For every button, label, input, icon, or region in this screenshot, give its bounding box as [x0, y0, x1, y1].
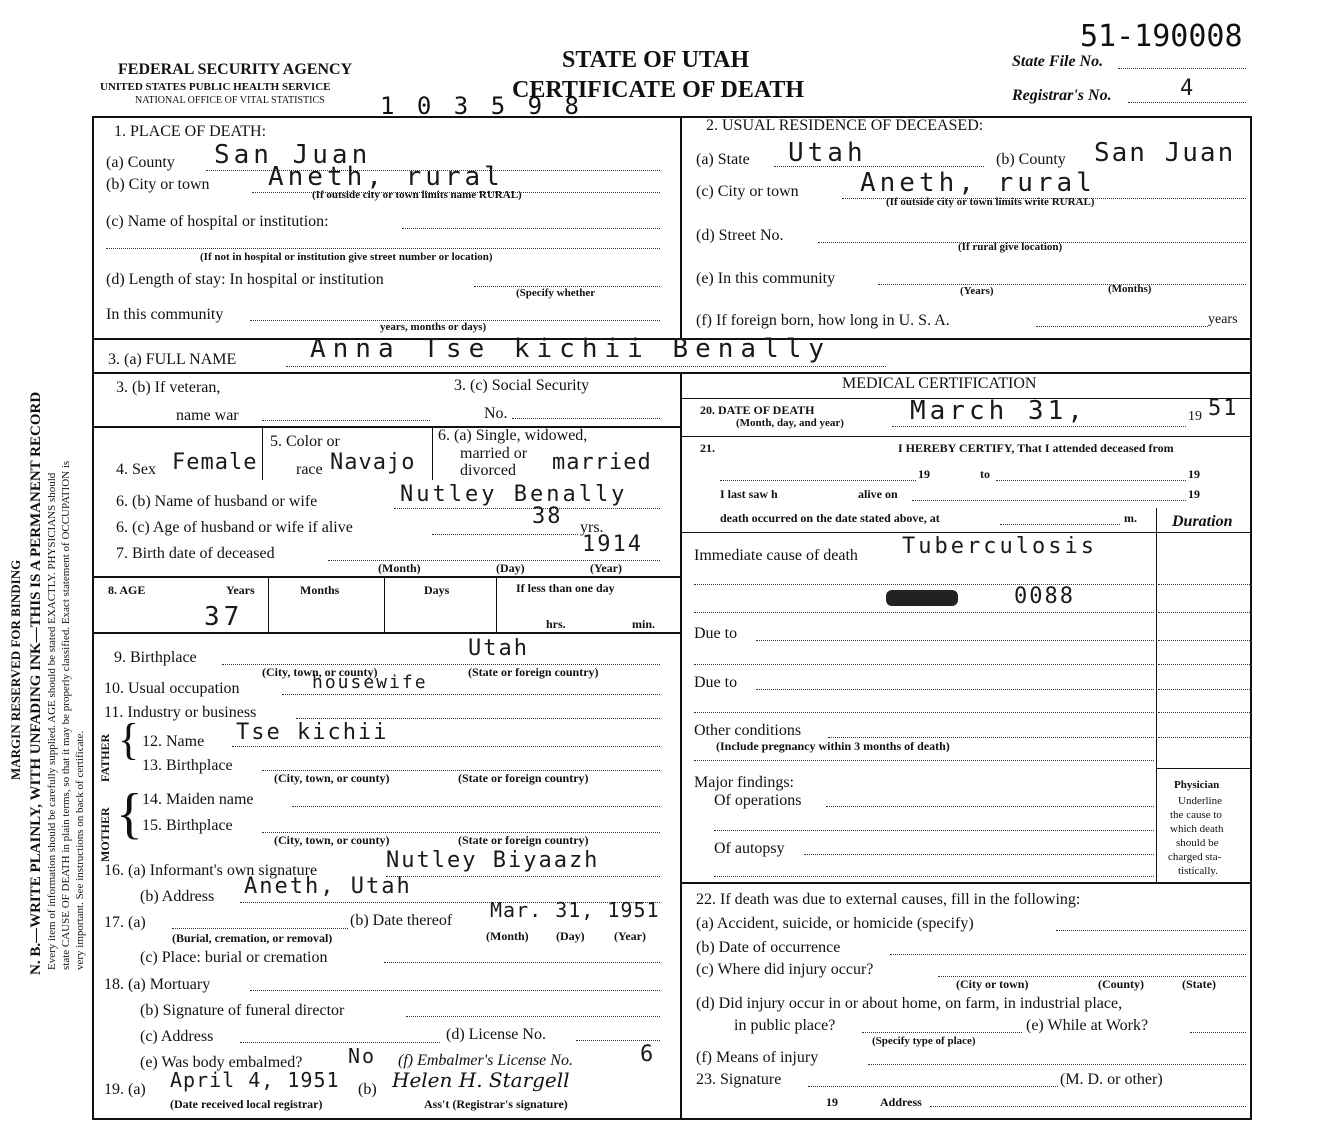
death-county-value: San Juan: [214, 140, 372, 170]
date-thereof-day: (Day): [556, 929, 585, 943]
agency-name: FEDERAL SECURITY AGENCY: [118, 61, 353, 78]
date-of-death-label: 20. DATE OF DEATH: [700, 403, 815, 417]
father-birthplace-state-note: (State or foreign country): [458, 771, 589, 785]
cause-code: 0088: [1014, 584, 1075, 609]
stay-label: (d) Length of stay: In hospital or institution: [106, 271, 384, 288]
birthplace-state-note: (State or foreign country): [468, 665, 599, 679]
funeral-director-address-label: (c) Address: [140, 1028, 214, 1045]
state-file-label: State File No.: [1012, 53, 1104, 70]
stay-community-note: years, months or days): [380, 321, 487, 333]
birth-year-value: 1914: [582, 532, 643, 557]
physician-note-2: Underline: [1178, 795, 1222, 807]
mother-label: MOTHER: [98, 807, 112, 862]
external-heading: 22. If death was due to external causes, fill in the following:: [696, 891, 1081, 908]
agency-office: NATIONAL OFFICE OF VITAL STATISTICS: [135, 95, 325, 106]
external-b-label: (b) Date of occurrence: [696, 939, 841, 956]
external-c-state: (State): [1182, 977, 1216, 991]
registrar-label: Registrar's No.: [1012, 87, 1112, 104]
stay-note: (Specify whether: [516, 287, 596, 299]
occupation-label: 10. Usual occupation: [104, 680, 240, 697]
father-birthplace-city-note: (City, town, or county): [274, 771, 390, 785]
external-e-label: (e) While at Work?: [1026, 1017, 1149, 1034]
birth-month-label: (Month): [378, 561, 421, 575]
husband-age-yrs: yrs.: [580, 519, 604, 536]
funeral-director-sig-label: (b) Signature of funeral director: [140, 1002, 345, 1019]
registrar-sig-label: (b): [358, 1081, 377, 1098]
mother-birthplace-city-note: (City, town, or county): [274, 833, 390, 847]
duration-header: Duration: [1172, 513, 1233, 530]
maiden-name-label: 14. Maiden name: [142, 791, 254, 808]
last-saw-label: I last saw h: [720, 487, 778, 501]
death-city-note: (If outside city or town limits name RURAL): [312, 189, 522, 201]
date-of-death-value: March 31,: [910, 396, 1087, 426]
res-city-label: (c) City or town: [696, 183, 799, 200]
date-thereof-month: (Month): [486, 929, 529, 943]
age-label: 8. AGE: [108, 583, 146, 597]
due-to-label-1: Due to: [694, 625, 738, 642]
full-name-value: Anna Tse kichii Benally: [310, 334, 832, 364]
ss-no-label: No.: [484, 405, 508, 422]
father-brace: {: [118, 715, 140, 764]
embalmer-license-value: 6: [640, 1042, 656, 1067]
age-min: min.: [632, 617, 656, 631]
physician-note-3: the cause to: [1170, 809, 1222, 821]
death-city-value: Aneth, rural: [268, 162, 504, 192]
burial-place-label: (c) Place: burial or cremation: [140, 949, 328, 966]
margin-permanent-record: N. B.—WRITE PLAINLY, WITH UNFADING INK—THIS IS A PERMANENT RECORD: [28, 391, 44, 975]
certify-to-19: 19: [1188, 467, 1200, 481]
husband-age-label: 6. (c) Age of husband or wife if alive: [116, 519, 353, 536]
date-of-death-year: 51: [1208, 396, 1239, 421]
physician-note-5: should be: [1176, 837, 1219, 849]
operations-label: Of operations: [714, 792, 802, 809]
race-label: race: [296, 461, 323, 478]
husband-value: Nutley Benally: [400, 482, 628, 507]
marital-label-2: married or: [460, 445, 528, 462]
certify-to: to: [980, 467, 990, 481]
res-county-label: (b) County: [996, 151, 1066, 168]
age-years-col: Years: [226, 583, 255, 597]
death-occurred-label: death occurred on the date stated above, at: [720, 511, 940, 525]
marital-label-1: 6. (a) Single, widowed,: [438, 427, 588, 444]
husband-age-value: 38: [532, 504, 563, 529]
physician-note-4: which death: [1170, 823, 1224, 835]
hospital-label: (c) Name of hospital or institution:: [106, 213, 329, 230]
received-date-value: April 4, 1951: [170, 1068, 340, 1092]
immediate-cause-label: Immediate cause of death: [694, 547, 858, 564]
margin-instructions-1: Every item of information should be carefully supplied. AGE should be stated EXACTLY. PHYSICIANS should: [46, 472, 58, 970]
res-years-label: (Years): [960, 285, 994, 297]
husband-label: 6. (b) Name of husband or wife: [116, 493, 318, 510]
informant-signature: Nutley Biyaazh: [386, 848, 600, 873]
burial-note: (Burial, cremation, or removal): [172, 931, 333, 945]
res-street-label: (d) Street No.: [696, 227, 784, 244]
immediate-cause-value: Tuberculosis: [902, 534, 1097, 559]
hospital-note: (If not in hospital or institution give street number or location): [200, 251, 493, 263]
father-birthplace-label: 13. Birthplace: [142, 757, 233, 774]
signature-label: 23. Signature: [696, 1071, 782, 1088]
signature-date-19: 19: [826, 1095, 838, 1109]
industry-label: 11. Industry or business: [104, 704, 257, 721]
margin-instructions-2: state CAUSE OF DEATH in plain terms, so that it may be properly classified. Exact statement of OCCUPATION is: [60, 460, 72, 970]
age-months-col: Months: [300, 583, 340, 597]
birthplace-city-note: (City, town, or county): [262, 665, 378, 679]
physician-note-7: tistically.: [1178, 865, 1218, 877]
res-community-label: (e) In this community: [696, 270, 836, 287]
embalmed-value: No: [348, 1044, 377, 1068]
alive-on-label: alive on: [858, 487, 898, 501]
death-county-label: (a) County: [106, 154, 175, 171]
embalmer-license-label: (f) Embalmer's License No.: [398, 1052, 573, 1069]
mother-birthplace-label: 15. Birthplace: [142, 817, 233, 834]
age-value: 37: [204, 602, 244, 632]
certify-from-19: 19: [918, 467, 930, 481]
due-to-label-2: Due to: [694, 674, 738, 691]
res-state-value: Utah: [788, 138, 867, 168]
last-saw-19: 19: [1188, 487, 1200, 501]
informant-label: 16. (a) Informant's own signature: [104, 862, 318, 879]
age-hrs: hrs.: [546, 617, 566, 631]
certificate-frame: [92, 116, 1252, 1120]
death-city-label: (b) City or town: [106, 176, 210, 193]
mother-birthplace-state-note: (State or foreign country): [458, 833, 589, 847]
received-label: 19. (a): [104, 1081, 146, 1098]
informant-address-value: Aneth, Utah: [244, 874, 412, 899]
full-name-label: 3. (a) FULL NAME: [108, 351, 237, 368]
external-c-label: (c) Where did injury occur?: [696, 961, 874, 978]
date-of-death-19: 19: [1188, 409, 1202, 424]
father-name-label: 12. Name: [142, 733, 205, 750]
registrar-signature: Helen H. Stargell: [392, 1068, 570, 1092]
certify-text: I HEREBY CERTIFY, That I attended deceased from: [898, 441, 1174, 455]
burial-label: 17. (a): [104, 914, 146, 931]
informant-address-label: (b) Address: [140, 888, 215, 905]
physician-note-1: Physician: [1174, 779, 1220, 791]
residence-heading: 2. USUAL RESIDENCE OF DECEASED:: [706, 117, 984, 134]
birth-date-label: 7. Birth date of deceased: [116, 545, 275, 562]
sex-label: 4. Sex: [116, 461, 156, 478]
res-city-value: Aneth, rural: [860, 168, 1096, 198]
external-a-label: (a) Accident, suicide, or homicide (specify): [696, 915, 974, 932]
res-months-label: (Months): [1108, 283, 1152, 295]
birthplace-value: Utah: [468, 636, 529, 661]
external-d-label-2: in public place?: [734, 1017, 836, 1034]
signature-address-label: Address: [880, 1095, 922, 1109]
res-foreign-label: (f) If foreign born, how long in U. S. A.: [696, 312, 950, 329]
sex-value: Female: [172, 450, 258, 475]
external-f-label: (f) Means of injury: [696, 1049, 819, 1066]
age-less-day: If less than one day: [516, 581, 615, 595]
father-name-value: Tse kichii: [236, 720, 389, 745]
other-conditions-note: (Include pregnancy within 3 months of death): [716, 739, 950, 753]
external-d-label-1: (d) Did injury occur in or about home, on farm, in industrial place,: [696, 995, 1123, 1012]
date-thereof-year: (Year): [614, 929, 646, 943]
stamp-number: 1 0 3 5 9 8: [380, 92, 583, 120]
certify-number: 21.: [700, 441, 715, 455]
other-conditions-label: Other conditions: [694, 722, 802, 739]
date-thereof-label: (b) Date thereof: [350, 912, 453, 929]
res-city-note: (If outside city or town limits write RURAL): [886, 196, 1095, 208]
death-occurred-m: m.: [1124, 511, 1137, 525]
mother-brace: {: [116, 783, 143, 845]
external-c-county: (County): [1098, 977, 1145, 991]
mortuary-label: 18. (a) Mortuary: [104, 976, 211, 993]
received-note: (Date received local registrar): [170, 1097, 323, 1111]
date-of-death-sublabel: (Month, day, and year): [736, 417, 844, 429]
place-of-death-heading: 1. PLACE OF DEATH:: [114, 123, 267, 140]
medical-heading: MEDICAL CERTIFICATION: [842, 375, 1037, 392]
state-file-number: 51-190008: [1080, 19, 1243, 54]
autopsy-label: Of autopsy: [714, 840, 785, 857]
license-label: (d) License No.: [446, 1026, 546, 1043]
marital-value: married: [552, 450, 652, 475]
physician-note-6: charged sta-: [1168, 851, 1222, 863]
color-label: 5. Color or: [270, 433, 340, 450]
res-county-value: San Juan: [1094, 138, 1236, 168]
birth-year-label: (Year): [590, 561, 622, 575]
registrar-number: 4: [1180, 76, 1196, 101]
father-label: FATHER: [98, 733, 112, 782]
external-c-city: (City or town): [956, 977, 1029, 991]
external-d-note: (Specify type of place): [872, 1035, 976, 1047]
redaction-mark: [886, 590, 958, 606]
birthplace-label: 9. Birthplace: [114, 649, 197, 666]
state-title: STATE OF UTAH: [562, 47, 750, 73]
occupation-value: housewife: [312, 672, 428, 693]
war-label: name war: [176, 407, 239, 424]
ss-label: 3. (c) Social Security: [454, 377, 590, 394]
race-value: Navajo: [330, 450, 416, 475]
major-findings-label: Major findings:: [694, 774, 794, 791]
agency-service: UNITED STATES PUBLIC HEALTH SERVICE: [100, 81, 331, 93]
age-days-col: Days: [424, 583, 450, 597]
veteran-label: 3. (b) If veteran,: [116, 379, 221, 396]
registrar-sig-note: Ass't (Registrar's signature): [424, 1097, 568, 1111]
signature-suffix: (M. D. or other): [1060, 1071, 1163, 1088]
res-foreign-years: years: [1208, 312, 1238, 327]
stay-community-label: In this community: [106, 306, 224, 323]
margin-binding: MARGIN RESERVED FOR BINDING: [8, 559, 23, 780]
certificate-title: CERTIFICATE OF DEATH: [512, 77, 805, 103]
margin-instructions-3: very important. See instructions on back of certificate.: [74, 730, 86, 970]
embalmed-label: (e) Was body embalmed?: [140, 1054, 303, 1071]
res-state-label: (a) State: [696, 151, 750, 168]
res-street-note: (If rural give location): [958, 241, 1063, 253]
birth-day-label: (Day): [496, 561, 525, 575]
date-thereof-value: Mar. 31, 1951: [490, 898, 660, 922]
marital-label-3: divorced: [460, 462, 516, 479]
